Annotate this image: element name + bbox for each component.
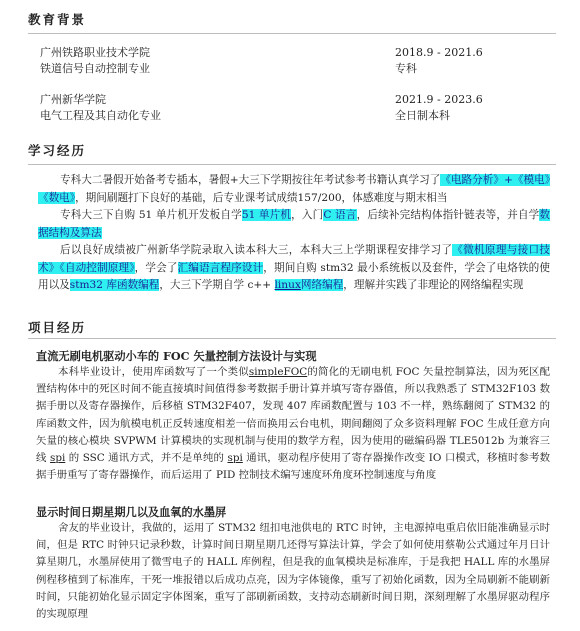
text-run: 专科大三下自购 51 单片机开发板自学 xyxy=(60,209,242,221)
text-run: ，后续补完结构体指针链表等，并自学 xyxy=(356,209,540,221)
highlight-skill: 网络编程 xyxy=(300,279,344,291)
text-run: 通讯，驱动程序使用了寄存器操作改变 IO 口模式，移植时参考数据手册重写了寄存器操作，而后运用了 PID 控制技术编写速度环角度环控制速度与角度 xyxy=(36,452,550,482)
text-run: 本科毕业设计，使用库函数写了一个类似 xyxy=(58,366,249,378)
major-name: 电气工程及其自动化专业 xyxy=(40,109,161,122)
study-divider xyxy=(28,164,556,165)
text-run: ，期间刷题打下良好的基础，后专业课考试成绩157/200，体感难度与期末相当 xyxy=(75,191,448,204)
school-name: 广州新华学院 xyxy=(40,93,106,106)
study-section-title: 学习经历 xyxy=(28,143,87,158)
study-period: 2021.9 - 2023.6 xyxy=(395,93,483,106)
text-run: 的 SSC 通讯方式，并不是单纯的 xyxy=(65,452,228,465)
project-description: 舍友的毕业设计，我做的，运用了 STM32 纽扣电池供电的 RTC 时钟，主电源掉电重启依旧能准确显示时间，但是 RTC 时钟只记录秒数，计算时间日期星期几还得写算法计算，学会了如何使用蔡勒公式通过年月日计算星期几，水墨屏使用了微雪电子的 HALL 库例程，但是我的血氧模块是标准库，于是我把 HALL 库的水墨屏例程移植到了标准库，干死一堆报错以后成功点亮，因为字体镜像，重写了初始化函数，因为全局刷新不能刷新时间，只能初始化显示固定字体图案，重写了部刷新函数，支持动态刷新时间日期，深刻理解了水墨屏驱动程序的实现原理 xyxy=(36,522,550,621)
project-title: 显示时间日期星期几以及血氧的水墨屏 xyxy=(36,505,227,519)
highlight-course: 《微机原理与接口技术》《自动控制原理》 xyxy=(38,244,551,274)
text-run: 后以良好成绩被广州新华学院录取入读本科大三，本科大三上学期课程安排学习了 xyxy=(60,244,453,256)
text-run: 专科大二暑假开始备考专插本，暑假+大三下学期按往年考试参考书籍认真学习了 xyxy=(60,174,441,186)
projects-section-title: 项目经历 xyxy=(28,320,87,335)
school-name: 广州铁路职业技术学院 xyxy=(40,46,150,59)
text-run: ，入门 xyxy=(291,209,324,221)
study-paragraph-3 xyxy=(38,242,550,295)
highlight-skill: 数据结构及算法 xyxy=(38,209,551,239)
highlight-skill: stm32 库函数编程 xyxy=(69,279,160,291)
projects-divider xyxy=(28,338,556,339)
underlined-term: spi xyxy=(49,452,66,465)
education-section-title: 教育背景 xyxy=(28,12,87,27)
degree-type: 专科 xyxy=(395,62,417,75)
underlined-term: spi xyxy=(227,452,243,465)
major-name: 铁道信号自动控制专业 xyxy=(40,62,150,75)
text-run: ，理解并实践了非理论的网络编程实现 xyxy=(343,279,524,291)
education-divider xyxy=(28,33,556,34)
highlight-course: 《电路分析》+《模电》《数电》 xyxy=(38,174,551,204)
highlight-skill: C 语言 xyxy=(323,209,357,221)
text-run: ，期间自购 stm32 最小系统板以及套件，学会了电烙铁的使用以及 xyxy=(38,261,550,291)
text-run: ，学会了 xyxy=(134,261,178,274)
highlight-skill: 汇编语言程序设计 xyxy=(177,261,264,274)
study-paragraph-2 xyxy=(38,207,550,242)
project-description xyxy=(36,364,550,484)
degree-type: 全日制本科 xyxy=(395,109,450,122)
text-run: ，大三下学期自学 c++ xyxy=(159,279,275,291)
study-period: 2018.9 - 2021.6 xyxy=(395,46,483,59)
text-run: 的简化的无刷电机 FOC 矢量控制算法，因为死区配置结构体中的死区时间不能直接填时间值得参考数据手册计算并填写寄存器值，所以我熟悉了 STM32F103 数据手册以及寄存器操作，后移植 STM32F407，发现 407 库函数配置与 103 不一样，熟练翻阅了 STM32 的库函数文件，因为航模电机正反转速度相差一倍而换用云台电机，期间翻阅了众多资料理解 FOC 生成任意方向矢量的核心模块 SVPWM 计算模块的实现机制与使用的数学方程，因为使用的磁编码器 TLE5012b 为兼容三线 xyxy=(36,366,550,465)
study-paragraph-1 xyxy=(38,172,550,207)
highlight-skill: 51 单片机 xyxy=(241,209,292,221)
highlight-skill: linux xyxy=(274,279,301,291)
underlined-term: simpleFOC xyxy=(248,366,308,378)
project-title: 直流无刷电机驱动小车的 FOC 矢量控制方法设计与实现 xyxy=(36,349,317,363)
